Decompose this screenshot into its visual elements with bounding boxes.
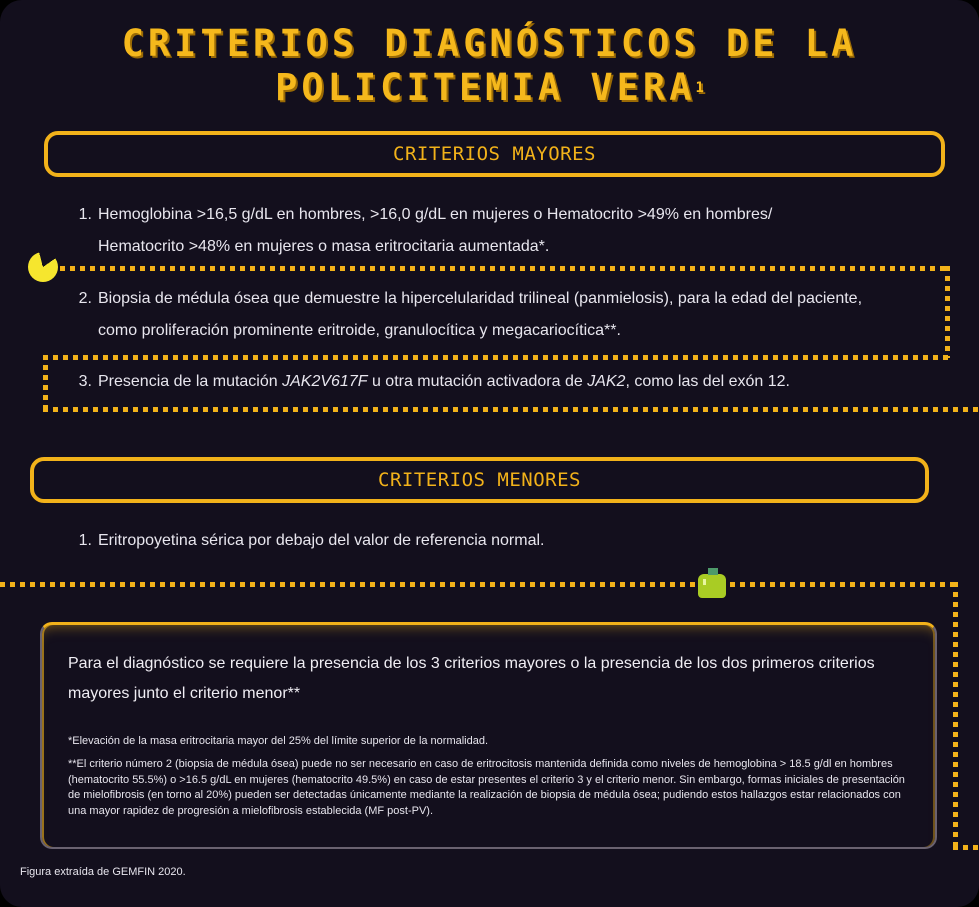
- criterion-text: Biopsia de médula ósea que demuestre la hipercelularidad trilineal (panmielosis), para la edad del paciente, como proliferación prominente eritroide, granulocítica y megacariocítica**.: [98, 290, 863, 339]
- page-title: [0, 22, 979, 110]
- gene-name: JAK2V617F: [282, 373, 368, 390]
- source-caption: Figura extraída de GEMFIN 2020.: [20, 866, 186, 878]
- diagnosis-note-box: [40, 622, 937, 849]
- criterion-text: Hemoglobina >16,5 g/dL en hombres, >16,0 g/dL en mujeres o Hematocrito >49% en hombres/ Hematocrito >48% en mujeres o masa eritrocitaria aumentada*.: [98, 206, 773, 255]
- dotted-path: [953, 845, 979, 850]
- pacman-icon: [28, 252, 58, 282]
- dotted-path: [0, 582, 958, 587]
- footnote-2: **El criterio número 2 (biopsia de médula ósea) puede no ser necesario en caso de eritrocitosis mantenida definida como niveles de hemoglobina > 18.5 g/dl en hombres (hematocrito 55.5%) o >16.5 g/dL en mujeres (hematocrito 49.5%) en caso de estar presentes el criterio 3 y el criterio menor. Sin embargo, formas iniciales de presentación de mielofibrosis (en torno al 20%) pueden ser detectadas únicamente mediante la realización de biopsia de médula ósea; pudiendo estos hallazgos estar relacionados con una mayor rapidez de progresión a mielofibrosis establecida (MF post-PV).: [68, 758, 905, 817]
- major-criterion-1: 1. Hemoglobina >16,5 g/dL en hombres, >16,0 g/dL en mujeres o Hematocrito >49% en hombres/ Hematocrito >48% en mujeres o masa eritrocitaria aumentada*.: [70, 199, 870, 263]
- dotted-path: [43, 355, 48, 411]
- minor-criteria-heading: CRITERIOS MENORES: [378, 469, 581, 491]
- diagnosis-requirement: Para el diagnóstico se requiere la presencia de los 3 criterios mayores o la presencia de los dos primeros criterios mayores junto el criterio menor**: [68, 655, 875, 702]
- major-criteria-heading: CRITERIOS MAYORES: [393, 143, 596, 165]
- footnote-1: *Elevación de la masa eritrocitaria mayor del 25% del límite superior de la normalidad.: [68, 735, 489, 747]
- major-criterion-3: 3. Presencia de la mutación JAK2V617F u otra mutación activadora de JAK2, como las del exón 12.: [78, 373, 790, 390]
- dotted-path: [60, 266, 950, 271]
- minor-criteria-heading-box: [30, 457, 929, 503]
- apple-icon: [698, 568, 726, 598]
- title-line-1: CRITERIOS DIAGNÓSTICOS DE LA: [121, 22, 858, 65]
- title-footnote-ref: 1: [695, 80, 704, 96]
- gene-name: JAK2: [587, 373, 626, 390]
- dotted-path: [43, 407, 979, 412]
- dotted-path: [953, 582, 958, 847]
- criterion-text: Eritropoyetina sérica por debajo del valor de referencia normal.: [98, 532, 545, 549]
- title-line-2: POLICITEMIA VERA$^1$: [275, 66, 704, 109]
- dotted-path: [43, 355, 950, 360]
- major-criteria-heading-box: [44, 131, 945, 177]
- dotted-path: [945, 266, 950, 358]
- minor-criterion-1: 1. Eritropoyetina sérica por debajo del valor de referencia normal.: [78, 532, 545, 549]
- major-criterion-2: 2. Biopsia de médula ósea que demuestre la hipercelularidad trilineal (panmielosis), para la edad del paciente, como proliferación prominente eritroide, granulocítica y megacariocítica**.: [70, 283, 870, 347]
